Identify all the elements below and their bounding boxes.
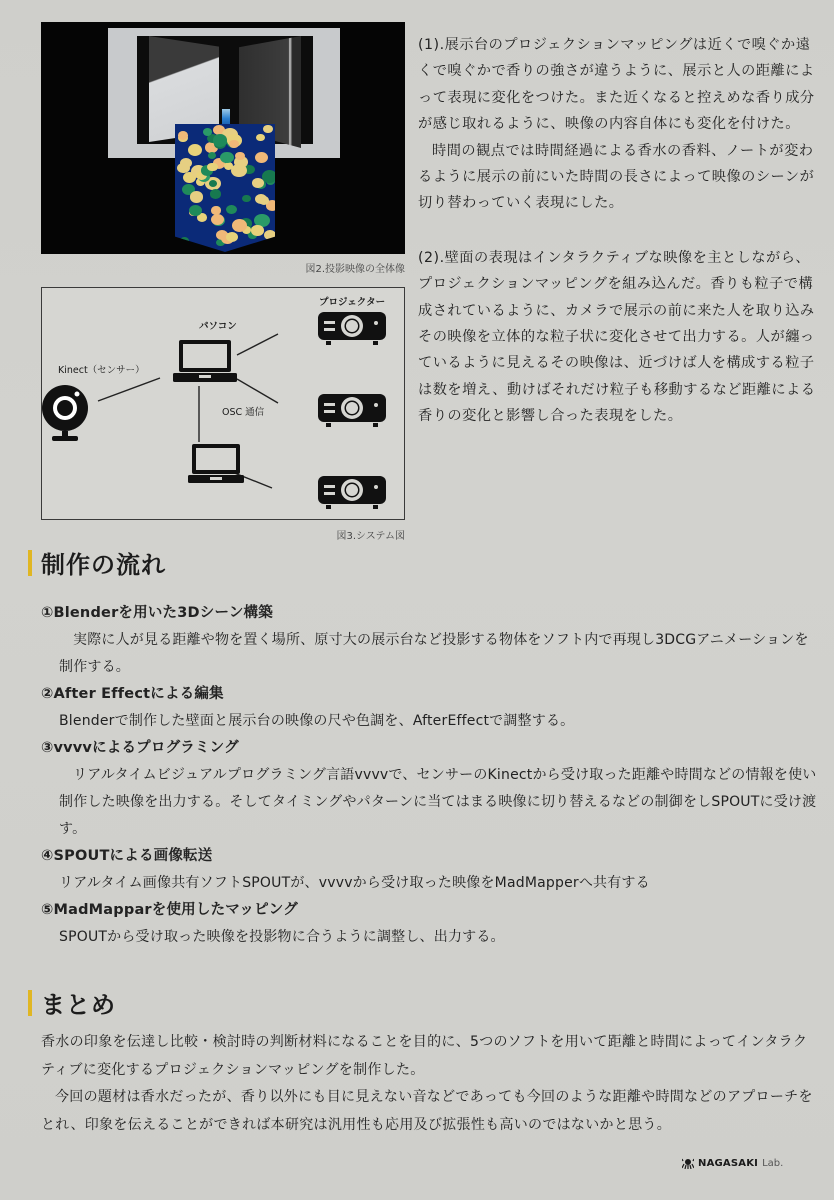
particle xyxy=(231,164,247,177)
particle xyxy=(213,134,227,146)
particle xyxy=(262,170,275,183)
paragraph-time-aspect: 時間の観点では時間経過による香水の香料、ノートが変わるように展示の前にいた時間の長さによって映像のシーンが切り替わっていく表現にした。 xyxy=(418,142,815,212)
figure-projection-image xyxy=(41,22,405,254)
flow-step xyxy=(41,843,821,897)
flow-step-title: ②After Effectによる編集 xyxy=(41,686,224,702)
logo-suffix: Lab. xyxy=(762,1158,784,1169)
flow-step-body: 実際に人が見る距離や物を置く場所、原寸大の展示台など投影する物体をソフト内で再現し3DCGアニメーションを制作する。 xyxy=(59,632,809,675)
particle xyxy=(242,195,251,203)
particle xyxy=(256,134,265,141)
section-heading-flow xyxy=(28,545,166,580)
kinect-label: Kinect（センサー） xyxy=(58,365,145,376)
perfume-bottle xyxy=(222,109,230,125)
particle xyxy=(255,152,268,163)
heading-accent-bar xyxy=(28,990,32,1016)
lab-logo xyxy=(682,1158,783,1169)
particle xyxy=(208,152,217,159)
flow-step-title: ③vvvvによるプログラミング xyxy=(41,740,239,756)
particle xyxy=(190,191,203,202)
particle xyxy=(229,140,239,149)
display-stand-particles xyxy=(175,124,275,252)
summary-paragraph-2: 今回の題材は香水だったが、香り以外にも目に見えない音などであっても今回のような距離や時間などのアプローチをとれ、印象を伝えることができれば本研究は汎用性も応用及び拡張性も高いのではないかと思う。 xyxy=(41,1089,813,1133)
flow-step xyxy=(41,600,821,681)
particle xyxy=(180,158,192,168)
heading-flow-text: 制作の流れ xyxy=(41,551,166,579)
particle xyxy=(263,125,273,134)
osc-label: OSC 通信 xyxy=(222,407,265,418)
logo-brand: NAGASAKI xyxy=(698,1158,759,1169)
particle xyxy=(259,196,269,205)
particle xyxy=(220,152,234,164)
concept-description xyxy=(418,32,818,430)
heading-summary-text: まとめ xyxy=(41,991,116,1019)
particle xyxy=(210,189,222,199)
summary-paragraph-1: 香水の印象を伝達し比較・検討時の判断材料になることを目的に、5つのソフトを用いて距離と時間によってインタラクティブに変化するプロジェクションマッピングを制作した。 xyxy=(41,1034,808,1078)
particle xyxy=(203,128,212,136)
particle xyxy=(180,237,189,245)
flow-step-title: ①Blenderを用いた3Dシーン構築 xyxy=(41,605,273,621)
flow-step xyxy=(41,735,821,843)
particle xyxy=(235,152,244,160)
summary-text xyxy=(41,1029,821,1139)
flow-step-body: リアルタイムビジュアルプログラミング言語vvvvで、センサーのKinectから受け取った距離や時間などの情報を使い制作した映像を出力する。そしてタイミングやパターンに当てはまる映像に切り替えるなどの制御をしSPOUTに受け渡す。 xyxy=(59,767,817,837)
kinect-camera-icon xyxy=(42,385,88,441)
projector-icon-1 xyxy=(318,312,386,345)
flow-step-title: ⑤MadMapparを使用したマッピング xyxy=(41,902,298,918)
figure-2-caption: 図2.投影映像の全体像 xyxy=(305,264,405,275)
particle xyxy=(264,230,275,240)
flow-step-body: SPOUTから受け取った映像を投影物に合うように調整し、出力する。 xyxy=(59,929,505,945)
projector-icon-3 xyxy=(318,476,386,509)
flow-step-body: リアルタイム画像共有ソフトSPOUTが、vvvvから受け取った映像をMadMapperへ共有する xyxy=(59,875,650,891)
projector-icon-2 xyxy=(318,394,386,427)
particle xyxy=(232,219,247,232)
particle xyxy=(226,205,237,215)
projector-label: プロジェクター xyxy=(319,297,386,308)
flow-step xyxy=(41,681,821,735)
heading-accent-bar xyxy=(28,550,32,576)
figure-3-caption: 図3.システム図 xyxy=(336,531,405,542)
particle xyxy=(182,241,194,251)
particle xyxy=(251,225,263,235)
flow-step-body: Blenderで制作した壁面と展示台の映像の尺や色調を、AfterEffectで調整する。 xyxy=(59,713,575,729)
flow-step xyxy=(41,897,821,951)
paragraph-exhibit-stand: (1).展示台のプロジェクションマッピングは近くで嗅ぐか遠くで嗅ぐかで香りの強さが違うように、展示と人の距離によって表現に変化をつけた。また近くなると控えめな香り成分が感じ取れるように、映像の内容自体にも変化を付けた。 xyxy=(418,37,815,133)
pc-label: パソコン xyxy=(199,321,237,332)
production-flow-list xyxy=(41,600,821,951)
particle xyxy=(207,163,217,172)
particle xyxy=(226,232,238,242)
section-heading-summary xyxy=(28,985,116,1020)
particle xyxy=(188,144,202,156)
laptop-icon-secondary xyxy=(188,444,244,483)
figure-system-diagram xyxy=(41,287,405,520)
paragraph-wall-expression: (2).壁面の表現はインタラクティブな映像を主としながら、プロジェクションマッピングを組み込んだ。香りも粒子で構成されているように、カメラで展示の前に来た人を取り込みその映像を立体的な粒子状に変化させて出力する。人が纏っているように見えるその映像は、近づけば人を構成する粒子は数を増え、動けばそれだけ粒子も移動するなど距離による香りの変化と影響し合った表現をした。 xyxy=(418,249,816,425)
octopus-icon xyxy=(682,1158,694,1169)
laptop-icon-main xyxy=(173,340,237,382)
flow-step-title: ④SPOUTによる画像転送 xyxy=(41,848,213,864)
